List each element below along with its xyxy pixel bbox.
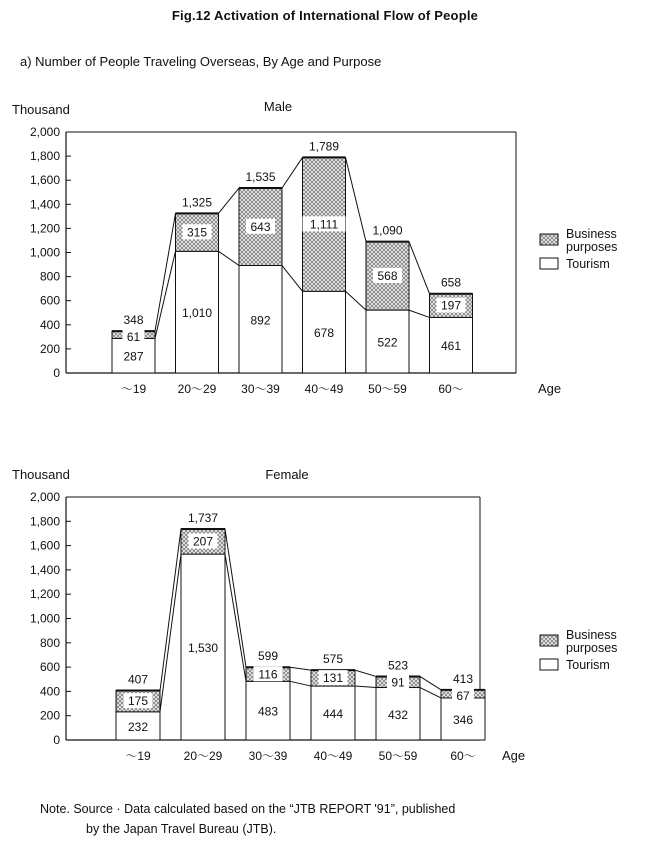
y-tick-label: 200 [39, 341, 60, 356]
legend [540, 628, 617, 672]
total-connector-line [355, 670, 376, 676]
business-value-label: 568 [377, 268, 398, 283]
y-tick-label: 200 [39, 708, 60, 723]
source-note-line-2: by the Japan Travel Bureau (JTB). [86, 822, 277, 836]
tourism-value-label: 892 [250, 313, 271, 328]
tourism-connector-line [420, 688, 441, 698]
tourism-connector-line [219, 251, 240, 265]
tourism-value-label: 444 [322, 707, 344, 722]
business-value-label: 61 [126, 330, 141, 345]
tourism-connector-line [225, 554, 246, 681]
legend-tourism-label: Tourism [566, 658, 610, 672]
bar-group [303, 139, 346, 396]
tourism-value-label: 1,530 [187, 641, 219, 656]
total-value-label: 1,090 [372, 223, 403, 238]
chart-title: Female [265, 467, 309, 482]
x-category-label: 50〜59 [378, 749, 418, 763]
business-value-label: 643 [250, 219, 271, 234]
y-tick-label: 1,600 [29, 173, 60, 188]
y-tick-label: 600 [39, 660, 60, 675]
y-tick-label: 1,000 [29, 611, 60, 626]
chart-subtitle: a) Number of People Traveling Overseas, By Age and Purpose [20, 54, 382, 69]
tourism-connector-line [409, 310, 430, 317]
total-connector-line [219, 188, 240, 213]
total-value-label: 407 [127, 672, 149, 687]
tourism-value-label: 287 [123, 349, 144, 364]
male-chart [0, 98, 650, 398]
y-tick-label: 2,000 [29, 125, 60, 139]
tourism-connector-line [282, 266, 303, 292]
y-tick-label: 1,800 [29, 514, 60, 529]
source-note [40, 799, 455, 839]
y-axis-unit-label: Thousand [12, 102, 70, 117]
bar-group [430, 276, 473, 396]
y-tick-label: 1,200 [29, 587, 60, 602]
y-tick-label: 600 [39, 293, 60, 308]
source-note-line-1: Note. Source · Data calculated based on the “JTB REPORT '91”, published [40, 802, 456, 816]
x-category-label: 60〜 [450, 749, 476, 763]
total-connector-line [409, 242, 430, 294]
bar-group [366, 224, 409, 396]
x-category-label: 30〜39 [241, 382, 280, 396]
total-value-label: 1,325 [181, 195, 213, 210]
total-connector-line [155, 213, 176, 331]
y-tick-label: 800 [39, 269, 60, 284]
business-value-label: 1,111 [309, 217, 339, 232]
x-category-label: 60〜 [438, 382, 464, 396]
legend-tourism-swatch [540, 659, 558, 670]
legend-business-swatch [540, 635, 558, 646]
x-category-label: 40〜49 [304, 382, 344, 396]
bar-group [441, 672, 485, 763]
tourism-connector-line [160, 554, 181, 712]
bar-group [239, 170, 282, 396]
business-value-label: 207 [192, 534, 214, 549]
total-connector-line [290, 667, 311, 670]
tourism-value-label: 432 [387, 707, 409, 722]
y-tick-label: 1,600 [29, 538, 60, 553]
total-connector-line [420, 676, 441, 689]
business-value-label: 315 [186, 225, 208, 240]
figure-title: Fig.12 Activation of International Flow of People [171, 8, 479, 23]
tourism-connector-line [355, 686, 376, 687]
business-value-label: 175 [127, 694, 149, 709]
tourism-value-label: 678 [313, 326, 335, 341]
chart-title: Male [263, 99, 293, 114]
tourism-value-label: 346 [452, 712, 474, 727]
tourism-connector-line [290, 681, 311, 686]
y-tick-label: 1,800 [29, 149, 60, 164]
x-category-label: 20〜29 [177, 382, 217, 396]
tourism-connector-line [155, 251, 176, 338]
x-category-label: 50〜59 [368, 382, 407, 396]
total-connector-line [225, 529, 246, 667]
x-axis-label: Age [538, 381, 562, 396]
legend-business-label: Business [566, 628, 617, 642]
x-category-label: 30〜39 [248, 749, 288, 763]
x-category-label: 〜19 [120, 382, 147, 396]
x-category-label: 〜19 [125, 749, 151, 763]
x-category-label: 20〜29 [183, 749, 223, 763]
total-connector-line [282, 157, 303, 188]
business-value-label: 91 [391, 675, 405, 690]
y-tick-label: 400 [39, 317, 60, 332]
legend-tourism-label: Tourism [566, 257, 610, 271]
y-tick-label: 1,400 [29, 197, 60, 212]
tourism-value-label: 522 [377, 335, 398, 350]
bar-group [116, 673, 160, 763]
tourism-connector-line [346, 291, 367, 310]
y-tick-label: 0 [53, 733, 60, 747]
total-value-label: 599 [257, 649, 279, 664]
x-category-label: 40〜49 [313, 749, 353, 763]
legend-business-swatch [540, 234, 558, 245]
bar-group [176, 195, 219, 396]
total-value-label: 523 [387, 658, 409, 673]
total-value-label: 348 [123, 313, 144, 328]
y-tick-label: 1,000 [29, 245, 60, 260]
total-connector-line [160, 529, 181, 691]
business-value-label: 67 [456, 688, 470, 703]
total-connector-line [346, 157, 367, 241]
legend-tourism-swatch [540, 258, 558, 269]
y-tick-label: 800 [39, 635, 60, 650]
bar-group [311, 652, 355, 763]
total-value-label: 413 [452, 671, 474, 686]
tourism-value-label: 483 [257, 704, 279, 719]
business-value-label: 116 [258, 667, 278, 682]
tourism-value-label: 1,010 [181, 306, 213, 321]
total-value-label: 1,535 [245, 170, 276, 185]
y-tick-label: 0 [53, 366, 60, 380]
bar-group [181, 511, 225, 763]
x-axis-label: Age [502, 748, 526, 763]
legend-business-label: Business [566, 227, 617, 241]
total-value-label: 1,789 [308, 139, 340, 154]
legend [540, 227, 617, 271]
business-value-label: 197 [440, 298, 462, 313]
bar-group [246, 649, 290, 763]
legend-business-label-line-2: purposes [566, 240, 618, 254]
legend-business-label-line-2: purposes [566, 641, 618, 655]
business-value-label: 131 [322, 671, 344, 686]
y-tick-label: 1,200 [29, 221, 60, 236]
tourism-value-label: 461 [440, 339, 462, 354]
y-tick-label: 400 [39, 684, 60, 699]
total-value-label: 1,737 [187, 510, 219, 525]
y-tick-label: 1,400 [29, 562, 60, 577]
total-value-label: 575 [322, 652, 344, 667]
bar-group [112, 313, 155, 396]
total-value-label: 658 [440, 275, 462, 290]
female-chart [0, 465, 650, 765]
y-axis-unit-label: Thousand [12, 467, 70, 482]
y-tick-label: 2,000 [29, 490, 60, 504]
tourism-value-label: 232 [127, 719, 149, 734]
bar-group [376, 658, 420, 763]
